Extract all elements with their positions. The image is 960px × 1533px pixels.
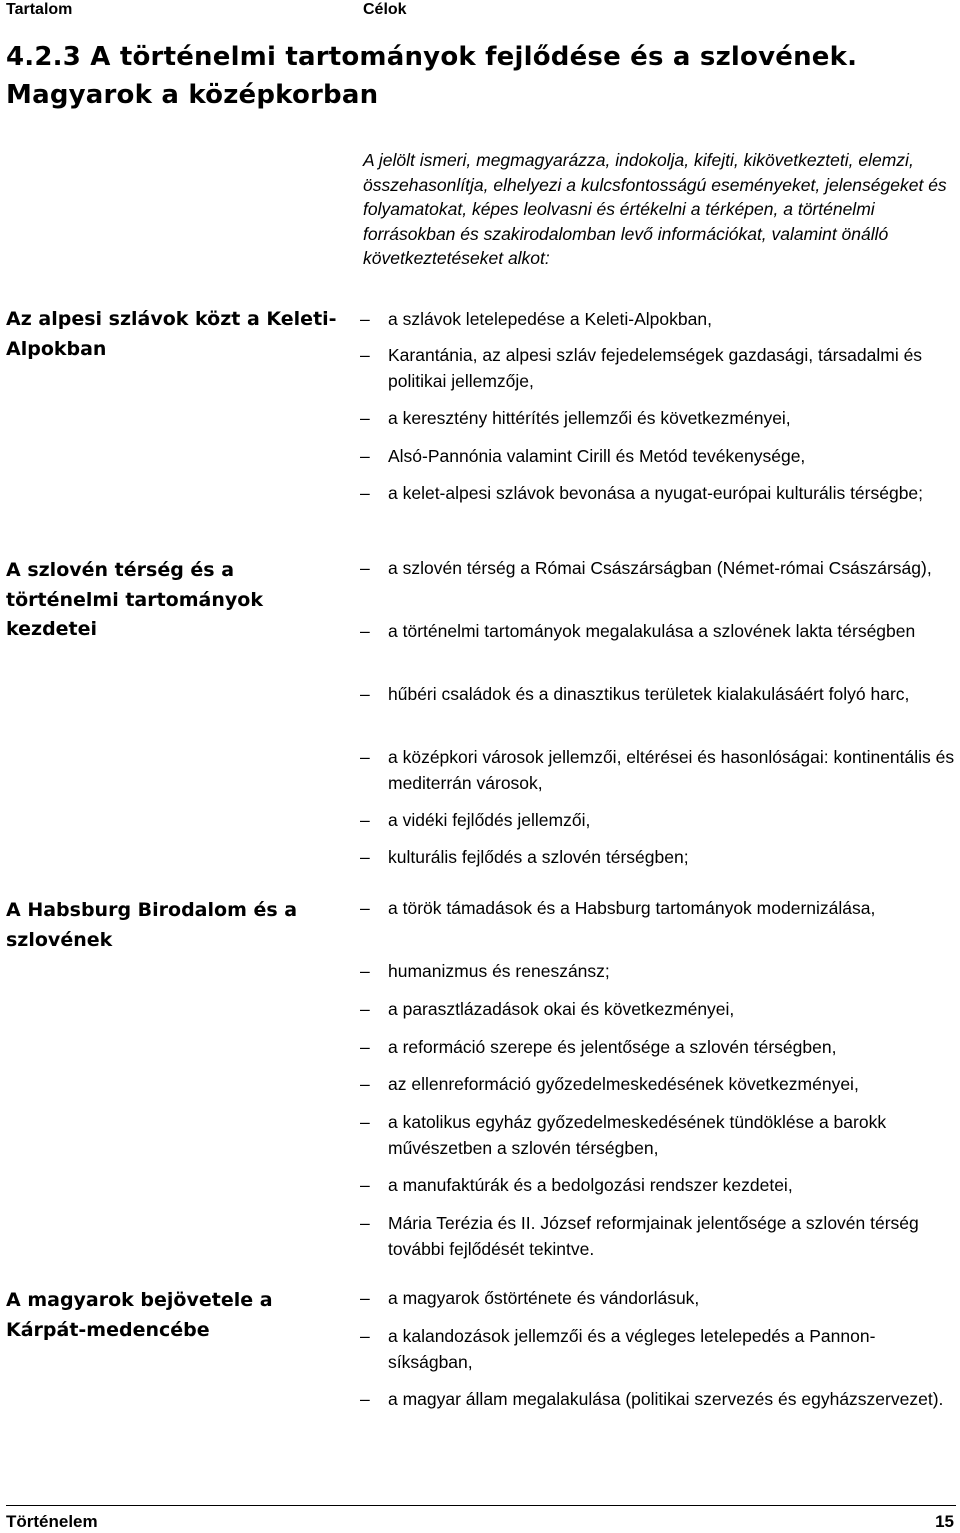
list-item: – a keresztény hittérítés jellemzői és következményei, <box>360 406 956 432</box>
list-item: – a katolikus egyház győzedelmeskedésének tündöklése a barokk művészetben a szlovén térségben, <box>360 1112 887 1158</box>
list-item: – hűbéri családok és a dinasztikus területek kialakulásáért folyó harc, <box>360 682 956 708</box>
list-item: – kulturális fejlődés a szlovén térségben; <box>360 845 956 871</box>
list-bullet: – <box>360 810 370 830</box>
list-item: – humanizmus és reneszánsz; <box>360 959 956 985</box>
list-item: – a magyar állam megalakulása (politikai szervezés és egyházszervezet). <box>360 1387 956 1413</box>
list-item: – a középkori városok jellemzői, eltérései és hasonlóságai: kontinentális és mediterrán városok, <box>360 747 955 793</box>
list-bullet: – <box>360 747 370 767</box>
list-bullet: – <box>360 1112 370 1132</box>
list-bullet: – <box>360 898 370 918</box>
list-bullet: – <box>360 1175 370 1195</box>
list-item: – Karantánia, az alpesi szláv fejedelemségek gazdasági, társadalmi és politikai jellemzője, <box>360 345 923 391</box>
section-heading-habsburg-empire: A Habsburg Birodalom és a szlovének <box>6 899 298 951</box>
list-bullet: – <box>360 1037 370 1057</box>
page-title: 4.2.3 A történelmi tartományok fejlődése és a szlovének. Magyarok a középkorban <box>6 42 858 110</box>
list-item: – a szlovén térség a Római Császárságban (Német-római Császárság), <box>360 556 956 582</box>
list-item: – a kalandozások jellemzői és a végleges letelepedés a Pannon-síkságban, <box>360 1326 876 1372</box>
list-bullet: – <box>360 558 370 578</box>
list-item: – a parasztlázadások okai és következményei, <box>360 997 956 1023</box>
list-item: – a reformáció szerepe és jelentősége a szlovén térségben, <box>360 1035 956 1061</box>
list-bullet: – <box>360 446 370 466</box>
list-bullet: – <box>360 1213 370 1233</box>
section-heading-alpine-slavs: Az alpesi szlávok közt a Keleti-Alpokban <box>6 308 337 360</box>
list-item: – a kelet-alpesi szlávok bevonása a nyugat-európai kulturális térségbe; <box>360 481 956 507</box>
list-item: – Mária Terézia és II. József reformjainak jelentősége a szlovén térség további fejlődését tekintve. <box>360 1213 919 1259</box>
page-number: 15 <box>935 1512 954 1531</box>
nav-link-contents[interactable]: Tartalom <box>6 1 73 18</box>
list-bullet: – <box>360 621 370 641</box>
section-heading-hungarian-arrival: A magyarok bejövetele a Kárpát-medencébe <box>6 1289 273 1341</box>
list-item: – a történelmi tartományok megalakulása a szlovének lakta térségben <box>360 619 956 645</box>
list-item: – a török támadások és a Habsburg tartományok modernizálása, <box>360 896 956 922</box>
list-bullet: – <box>360 1389 370 1409</box>
list-bullet: – <box>360 309 370 329</box>
list-bullet: – <box>360 1326 370 1346</box>
top-navigation <box>0 0 960 22</box>
list-item: – a szlávok letelepedése a Keleti-Alpokban, <box>360 307 956 333</box>
list-bullet: – <box>360 999 370 1019</box>
list-item: – a magyarok őstörténete és vándorlásuk, <box>360 1286 956 1312</box>
footer-subject: Történelem <box>6 1512 98 1531</box>
nav-link-goals[interactable]: Célok <box>363 1 407 18</box>
list-bullet: – <box>360 1288 370 1308</box>
list-bullet: – <box>360 847 370 867</box>
list-item: – a manufaktúrák és a bedolgozási rendszer kezdetei, <box>360 1173 956 1199</box>
list-item: – a vidéki fejlődés jellemzői, <box>360 808 956 834</box>
list-bullet: – <box>360 684 370 704</box>
list-bullet: – <box>360 1074 370 1094</box>
list-bullet: – <box>360 345 370 365</box>
footer-divider <box>6 1505 956 1506</box>
list-bullet: – <box>360 483 370 503</box>
intro-paragraph: A jelölt ismeri, megmagyarázza, indokolja, kifejti, kikövetkezteti, elemzi, összehasonlítja, elhelyezi a kulcsfontosságú eseményeket, jelenségeket és folyamatokat, képes leolvasni és értékelni a térképen, a történelmi forrásokban és szakirodalomban levő információkat, valamint önálló következtetéseket alkot: <box>363 150 947 268</box>
list-bullet: – <box>360 961 370 981</box>
list-item: – az ellenreformáció győzedelmeskedésének következményei, <box>360 1072 956 1098</box>
list-item: – Alsó-Pannónia valamint Cirill és Metód tevékenysége, <box>360 444 956 470</box>
list-bullet: – <box>360 408 370 428</box>
section-heading-slovene-territory: A szlovén térség és a történelmi tartományok kezdetei <box>6 559 263 640</box>
